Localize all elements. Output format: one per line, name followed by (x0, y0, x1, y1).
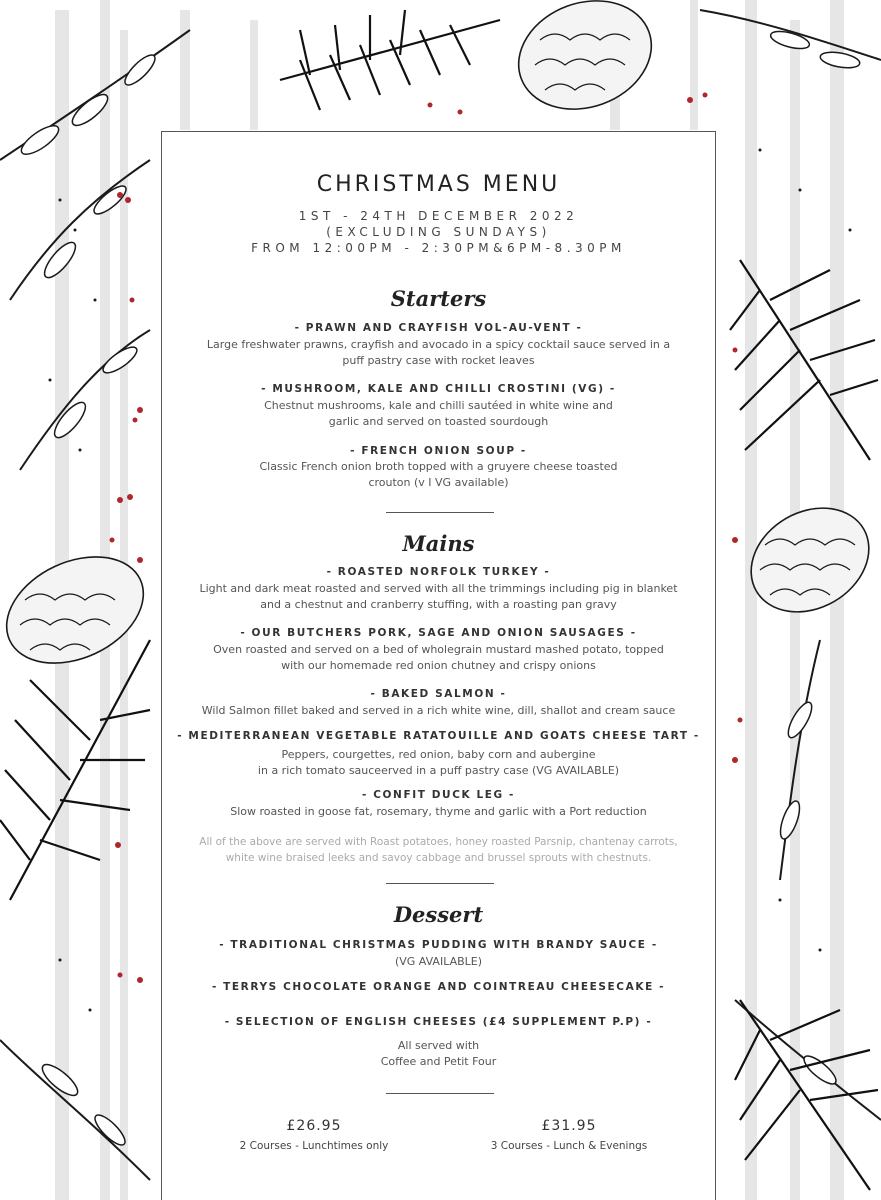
price-two-courses (204, 1118, 424, 1152)
dish-description: crouton (v I VG available) (368, 476, 509, 489)
dish-name: - FRENCH ONION SOUP - (350, 445, 527, 457)
dish-description: Slow roasted in goose fat, rosemary, thyme and garlic with a Port reduction (230, 805, 647, 818)
dish-description: Classic French onion broth topped with a gruyere cheese toasted (259, 460, 618, 473)
price-label: 3 Courses - Lunch & Evenings (490, 1140, 648, 1152)
dish-description: with our homemade red onion chutney and crispy onions (281, 659, 596, 672)
dish-name: - CONFIT DUCK LEG - (362, 789, 515, 801)
menu-exclusion: (EXCLUDING SUNDAYS) (326, 225, 551, 239)
section-divider (386, 883, 494, 884)
dish-description: in a rich tomato sauceerved in a puff pastry case (VG AVAILABLE) (257, 764, 620, 777)
dish-description: Light and dark meat roasted and served with all the trimmings including pig in blanket (199, 582, 678, 595)
mains-side-note: All of the above are served with Roast potatoes, honey roasted Parsnip, chantenay carrots, (199, 836, 678, 848)
dish-description: Chestnut mushrooms, kale and chilli sautéed in white wine and (264, 399, 613, 412)
dish-name: - ROASTED NORFOLK TURKEY - (326, 566, 551, 578)
price-amount: £26.95 (286, 1118, 342, 1134)
dish-description: Oven roasted and served on a bed of wholegrain mustard mashed potato, topped (213, 643, 664, 656)
dish-name: - BAKED SALMON - (370, 688, 507, 700)
dish-description: puff pastry case with rocket leaves (342, 354, 535, 367)
dish-name: - TRADITIONAL CHRISTMAS PUDDING WITH BRANDY SAUCE - (219, 939, 658, 951)
dish-name: - OUR BUTCHERS PORK, SAGE AND ONION SAUSAGES - (240, 627, 637, 639)
menu-dates: 1ST - 24TH DECEMBER 2022 (298, 209, 579, 223)
dish-name: - SELECTION OF ENGLISH CHEESES (£4 SUPPLEMENT P.P) - (224, 1016, 653, 1028)
menu-card (161, 131, 716, 1200)
dish-description: garlic and served on toasted sourdough (328, 415, 549, 428)
menu-times: FROM 12:00PM - 2:30PM&6PM-8.30PM (251, 241, 626, 255)
dish-name: - MEDITERRANEAN VEGETABLE RATATOUILLE AND GOATS CHEESE TART - (177, 730, 700, 742)
section-divider (386, 1093, 494, 1094)
dish-description: Large freshwater prawns, crayfish and avocado in a spicy cocktail sauce served in a (206, 338, 671, 351)
served-with-note: Coffee and Petit Four (380, 1055, 497, 1068)
menu-title: CHRISTMAS MENU (316, 172, 561, 197)
price-amount: £31.95 (541, 1118, 597, 1134)
dish-name: - TERRYS CHOCOLATE ORANGE AND COINTREAU CHEESECAKE - (211, 981, 666, 993)
dish-description: (VG AVAILABLE) (394, 955, 483, 968)
dish-name: - MUSHROOM, KALE AND CHILLI CROSTINI (VG) - (261, 383, 616, 395)
dish-description: Wild Salmon fillet baked and served in a rich white wine, dill, shallot and cream sauce (201, 704, 676, 717)
price-label: 2 Courses - Lunchtimes only (239, 1140, 389, 1152)
section-divider (386, 512, 494, 513)
dish-description: and a chestnut and cranberry stuffing, with a roasting pan gravy (260, 598, 617, 611)
section-heading-mains: Mains (402, 531, 475, 556)
dish-name: - PRAWN AND CRAYFISH VOL-AU-VENT - (294, 322, 583, 334)
section-heading-dessert: Dessert (393, 902, 484, 927)
dish-description: Peppers, courgettes, red onion, baby corn and aubergine (281, 748, 596, 761)
mains-side-note: white wine braised leeks and savoy cabbage and brussel sprouts with chestnuts. (225, 852, 652, 864)
served-with-note: All served with (397, 1039, 480, 1052)
price-three-courses (459, 1118, 679, 1152)
section-heading-starters: Starters (390, 286, 487, 311)
